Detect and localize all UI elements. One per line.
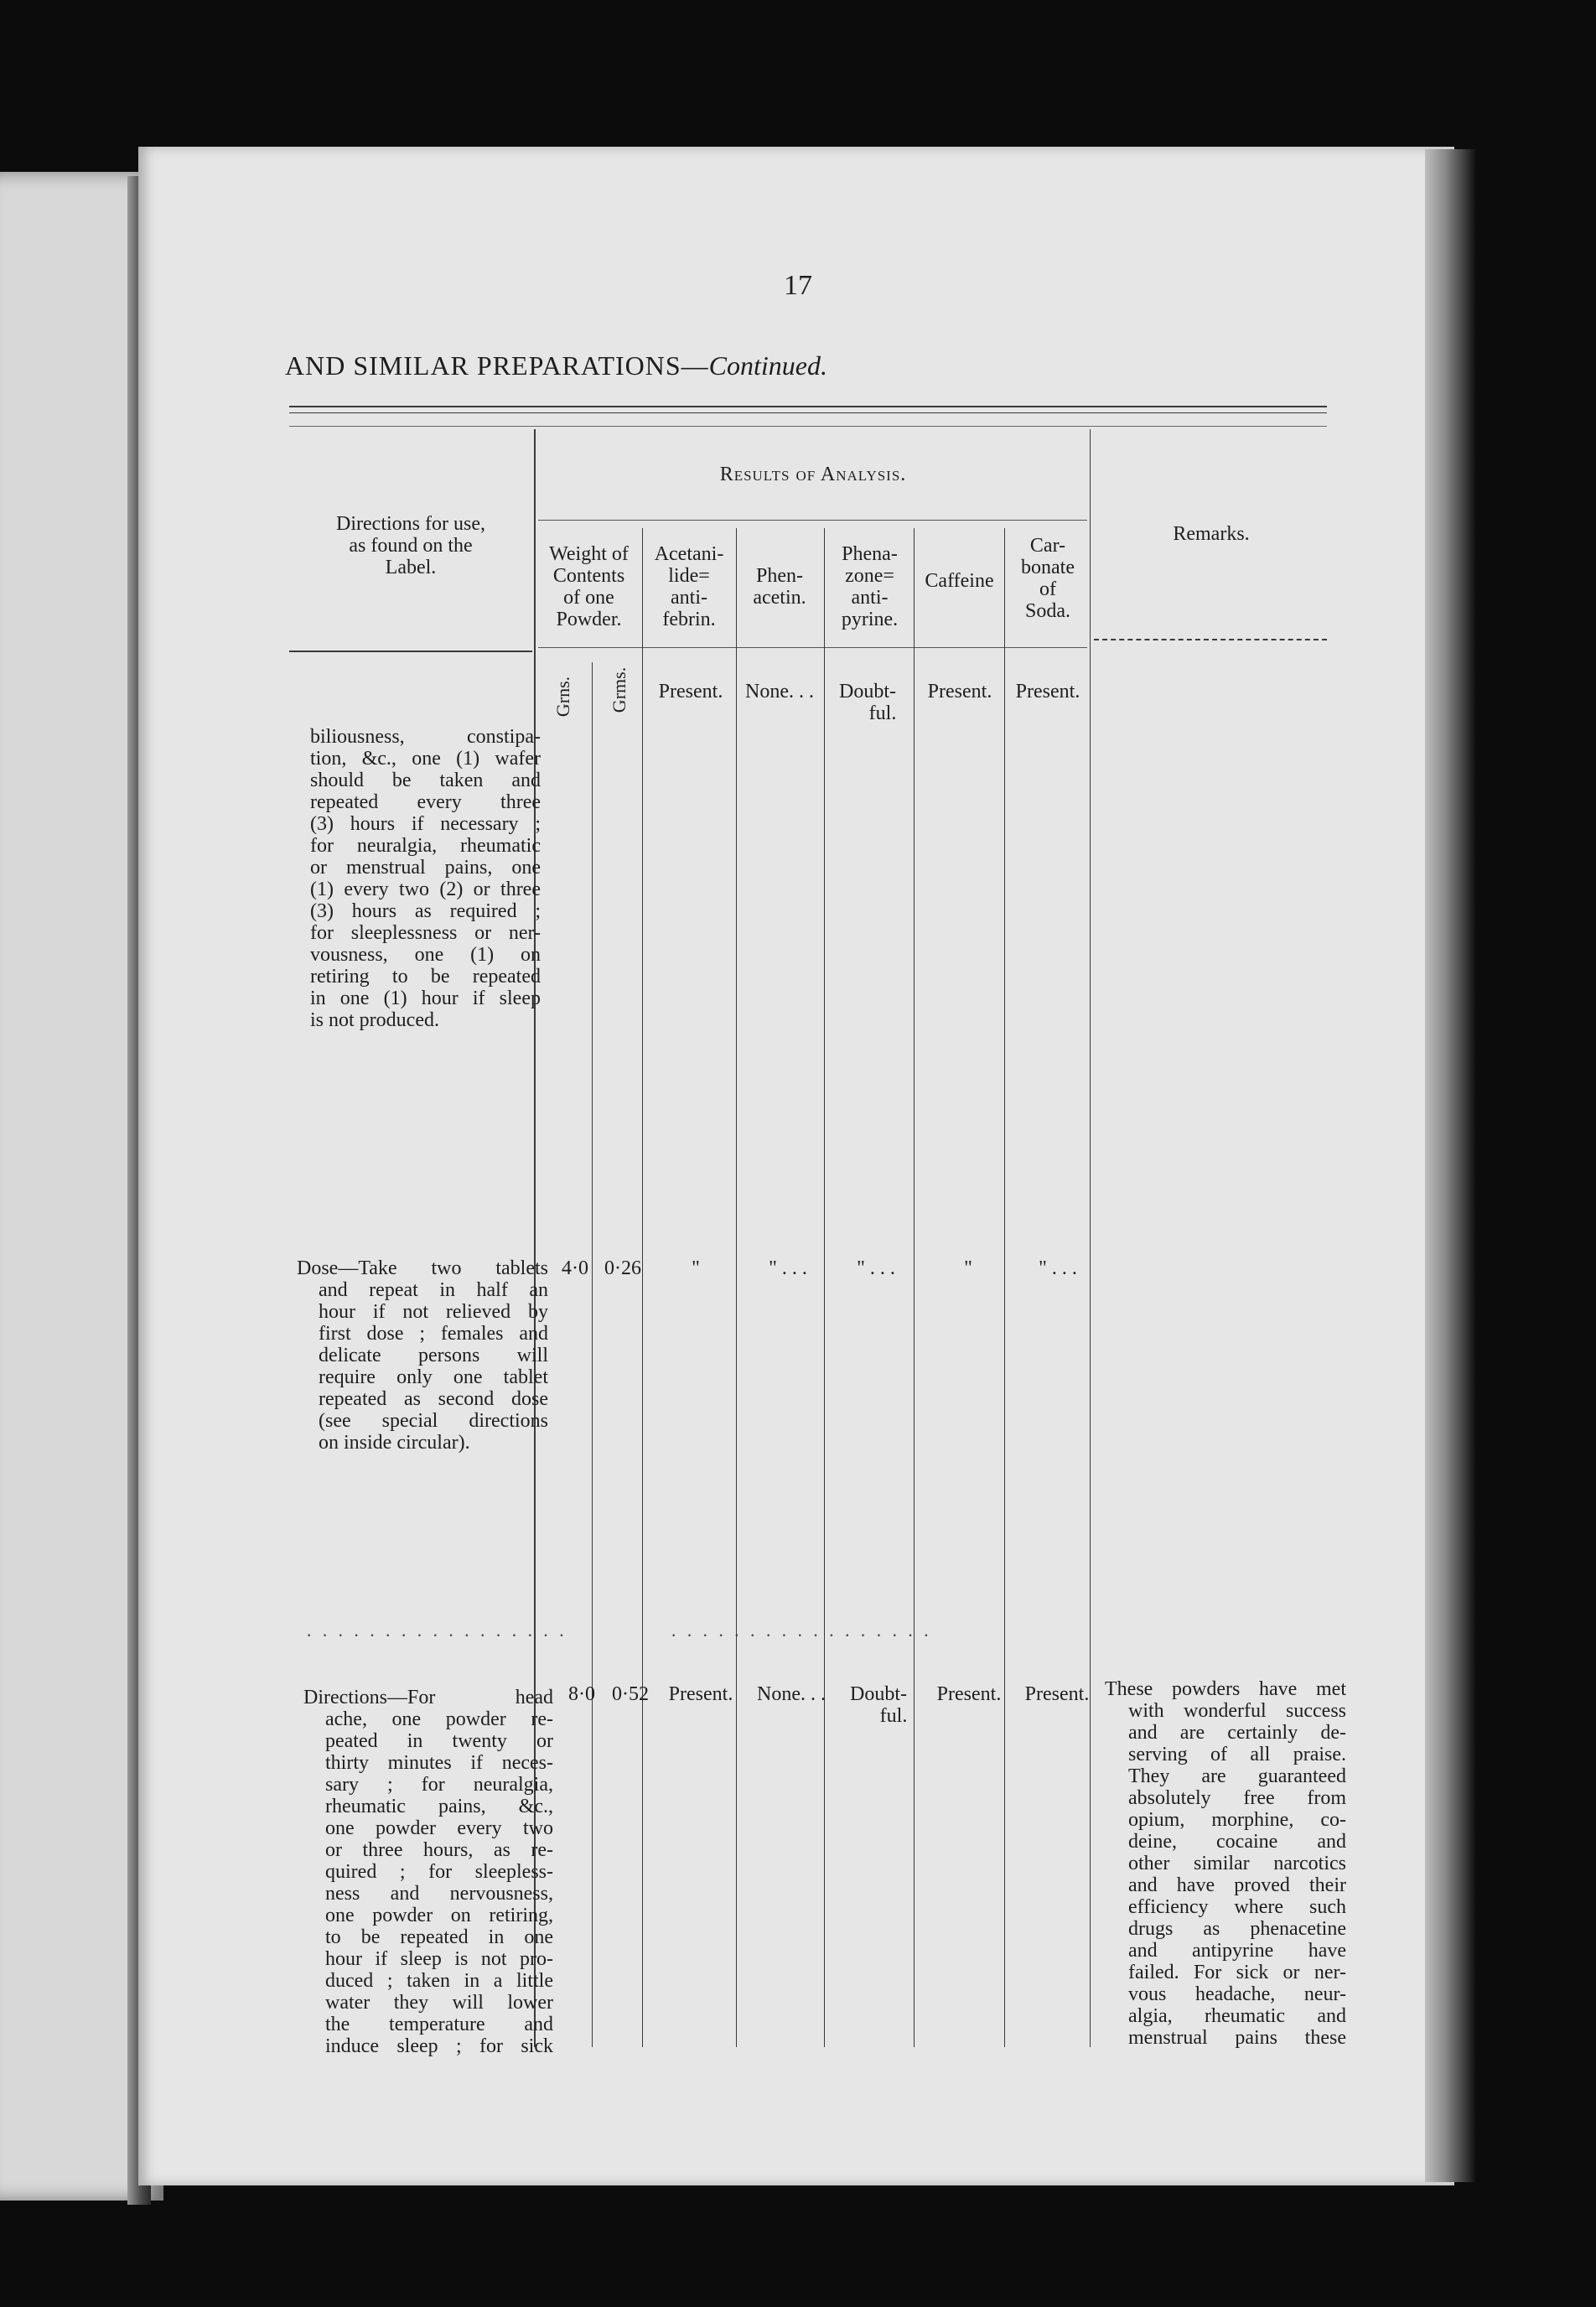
row3-acetanilide: Present. xyxy=(668,1683,733,1705)
row3-carbonate: Present. xyxy=(1024,1683,1090,1705)
header-remarks: Remarks. xyxy=(1173,523,1250,545)
row1-caffeine: Present. xyxy=(927,681,992,702)
row-separator-dots: · · · · · · · · · · · · · · · · · xyxy=(306,1625,567,1646)
unit-grains-1: Grns. xyxy=(552,676,574,718)
row3-remarks: These powders have met with wonderful success and are certainly de- serving of all praise. They are guaranteed absolutely free from opium, morphine, co- deine, cocaine and other similar narcotics and have proved their efficiency where such drugs as phenacetine and antipyrine have failed. For sick or ner- vous headache, neur- algia, rheumatic and menstrual pains these xyxy=(1105,1678,1346,2049)
row1-carbonate: Present. xyxy=(1015,681,1080,702)
row2-directions: Dose—Take two tablets and repeat in half an hour if not relieved by first dose ; females and delicate persons will require only one tablet repeated as second dose (see special directions on inside circular). xyxy=(297,1257,548,1454)
header-directions: Directions for use, as found on the Label. xyxy=(336,513,485,578)
page-number: 17 xyxy=(784,270,812,301)
row3-weight-a: 8·0 xyxy=(568,1683,595,1705)
row3-phenacetin: None. . . xyxy=(757,1683,826,1705)
top-rule-3 xyxy=(289,426,1327,427)
header-phenacetin: Phen- acetin. xyxy=(753,565,806,609)
row2-weight-a: 4·0 xyxy=(562,1257,588,1279)
row2-acetanilide: " xyxy=(692,1257,700,1279)
row2-caffeine: " xyxy=(964,1257,972,1279)
row2-weight-b: 0·26 xyxy=(604,1257,641,1279)
col-divider-5 xyxy=(824,528,825,2047)
top-rule-1 xyxy=(289,406,1327,407)
col-divider-7 xyxy=(1004,528,1005,2047)
col-divider-3 xyxy=(642,528,643,2047)
row2-phenazone: " . . . xyxy=(857,1257,895,1279)
row3-directions: Directions—For head ache, one powder re- peated in twenty or thirty minutes if neces- sary ; for neuralgia, rheumatic pains, &c., one powder every two or three hours, as re- quired ; for sleepless- ness and nervousness, one powder on retiring, to be repeated in one hour if sleep is not pro- duced ; taken in a little water they will lower the temperature and induce sleep ; for sick xyxy=(303,1687,553,2057)
row1-phenazone: Doubt- ful. xyxy=(839,681,897,724)
header-carbonate: Car- bonate of Soda. xyxy=(1021,535,1075,622)
row3-weight-b: 0·52 xyxy=(612,1683,649,1705)
col-divider-6 xyxy=(914,528,915,2047)
unit-grains-2: Grms. xyxy=(609,666,630,713)
row3-caffeine: Present. xyxy=(936,1683,1002,1705)
row2-phenacetin: " . . . xyxy=(769,1257,807,1279)
page-stack-edge xyxy=(1425,149,1475,2182)
col-divider-2 xyxy=(592,662,593,2047)
row2-carbonate: " . . . xyxy=(1039,1257,1077,1279)
heading-main: AND SIMILAR PREPARATIONS— xyxy=(285,350,709,381)
page-heading xyxy=(285,350,827,381)
row3-phenazone: Doubt- ful. xyxy=(850,1683,908,1727)
row1-directions: biliousness, constipa- tion, &c., one (1) wafer should be taken and repeated every three (3) hours if necessary ; for neuralgia, rheumatic or menstrual pains, one (1) every two (2) or three (3) hours as required ; for sleeplessness or ner- vousness, one (1) on retiring to be repeated in one (1) hour if sleep is not produced. xyxy=(310,726,541,1031)
row-separator-dots-2: · · · · · · · · · · · · · · · · · xyxy=(671,1625,932,1646)
top-rule-2 xyxy=(289,412,1327,413)
header-acetanilide: Acetani- lide= anti- febrin. xyxy=(654,543,724,630)
results-underline xyxy=(538,520,1087,521)
header-caffeine: Caffeine xyxy=(925,570,994,592)
col-divider-8 xyxy=(1090,429,1091,2047)
header-bottom-rule-1 xyxy=(289,651,532,652)
header-weight: Weight of Contents of one Powder. xyxy=(549,543,629,630)
header-bottom-rule-3 xyxy=(1094,639,1327,640)
col-divider-4 xyxy=(736,528,737,2047)
row1-phenacetin: None. . . xyxy=(745,681,814,702)
heading-continued: Continued. xyxy=(708,350,827,381)
header-results-of-analysis: Results of Analysis. xyxy=(719,464,907,485)
row1-acetanilide: Present. xyxy=(658,681,723,702)
header-phenazone: Phena- zone= anti- pyrine. xyxy=(841,543,899,630)
